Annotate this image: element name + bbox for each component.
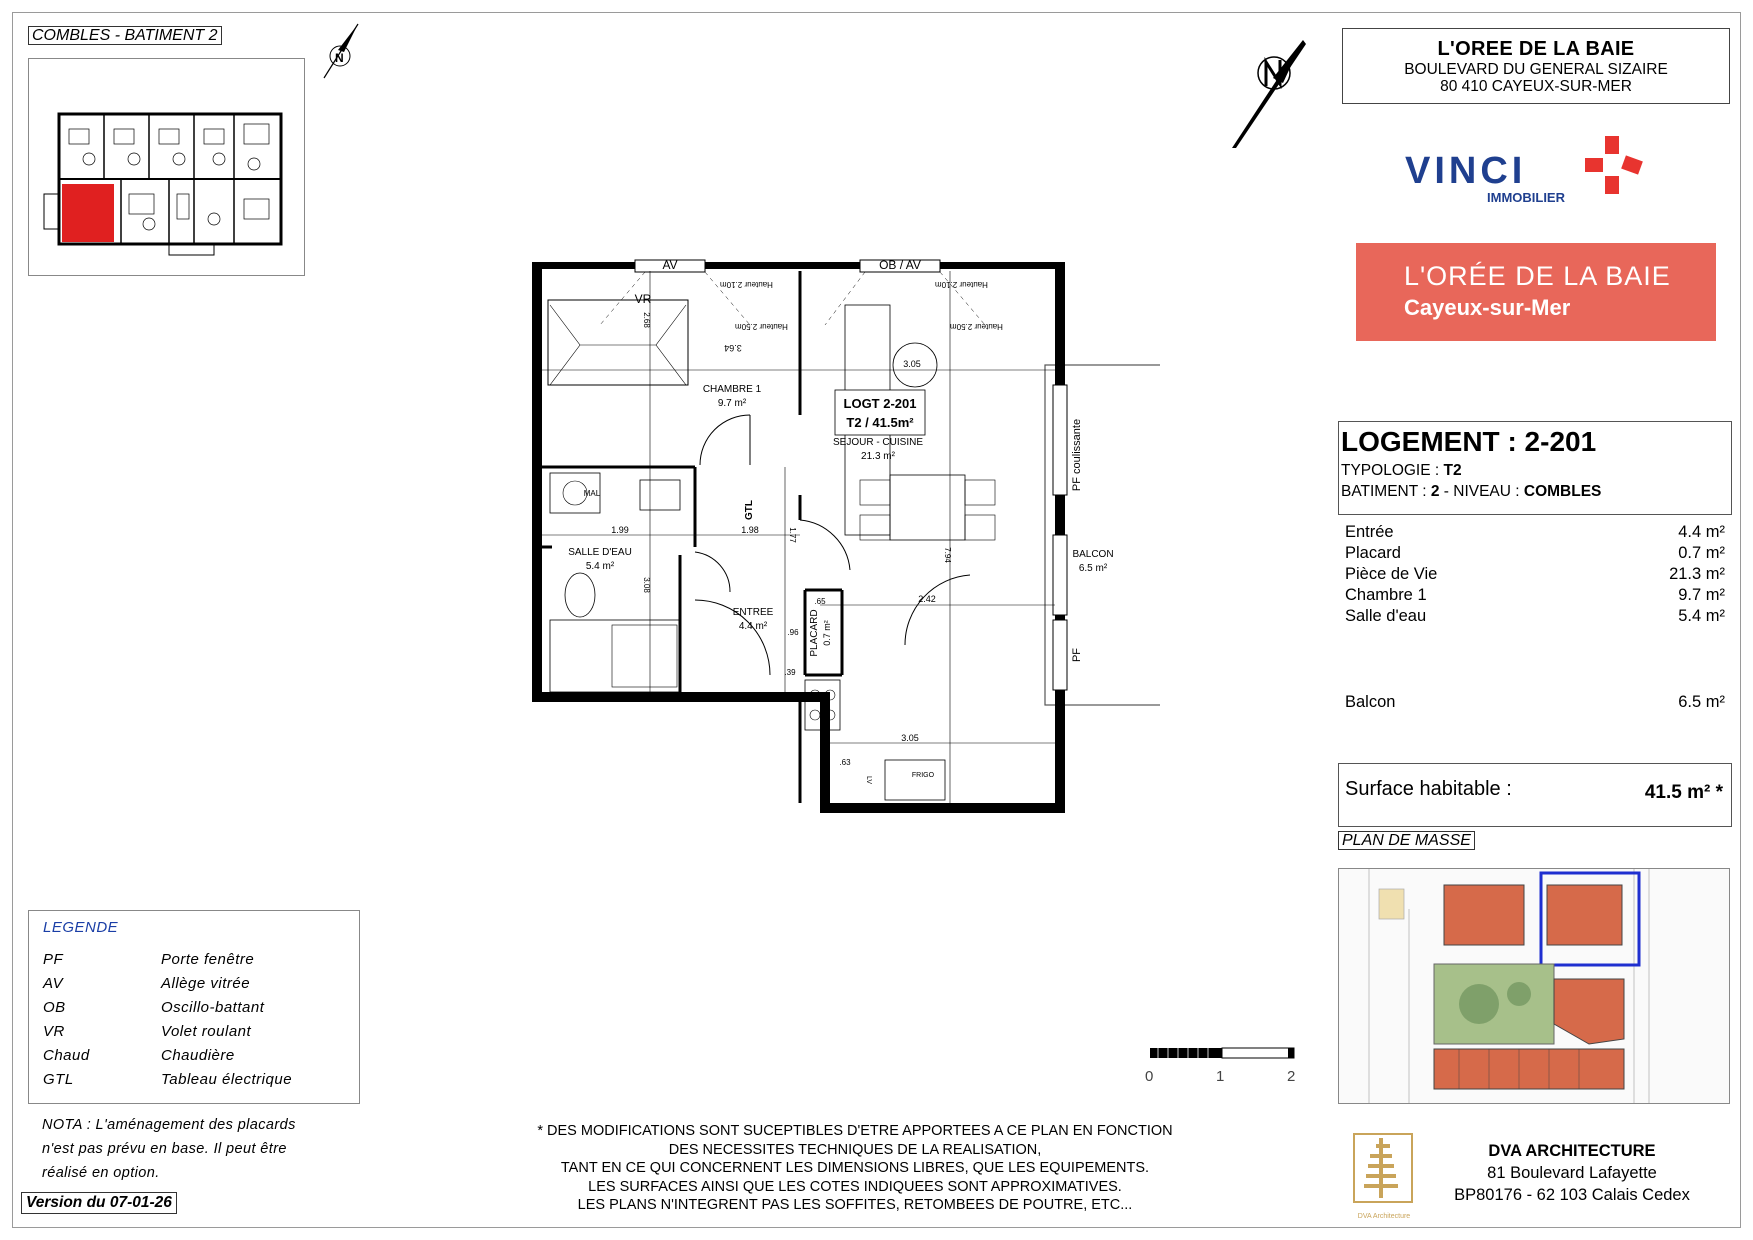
legend-item: GTL Tableau électrique [43,1071,293,1088]
svg-text:N: N [335,51,344,65]
window-label-pf: PF [1071,647,1083,663]
version-label: Version du 07-01-26 [21,1192,177,1214]
dim: .63 [839,758,851,767]
dim: .96 [787,628,799,637]
disclaimer: * DES MODIFICATIONS SONT SUCEPTIBLES D'ETRE APPORTEES A CE PLAN EN FONCTION DES NECESSITES TECHNIQUES DE LA REALISATION, TANT EN CE QUI CONCERNENT LES DIMENSIONS LIBRES, QUE LES EQUIPEMENTS. LES SURFACES AINSI QUE LES COTES INDIQUEES SONT APPROXIMATIVES. LES PLANS N'INTEGRENT PAS LES SOFFITES, RETOMBEES DE POUTRE, ETC... [537,1123,1173,1213]
surface-row: Chambre 1 9.7 m² [1345,586,1725,604]
scale-bar [1148,1046,1308,1086]
scale-label: 2 [1287,1068,1296,1085]
dim: .65 [814,597,826,606]
fixture-label: LV [865,775,872,785]
unit-label: LOGT 2-201 [843,396,917,411]
dim: 3.64 [724,343,742,353]
room-name: SEJOUR - CUISINE [832,437,924,448]
window-label-av: AV [662,258,678,272]
building-key-plan [28,58,305,276]
dim: 2.68 [642,312,651,328]
dim: 3.08 [642,577,651,593]
dim: 1.99 [611,525,629,535]
door-swings [695,415,970,675]
address-line2: 80 410 CAYEUX-SUR-MER [1440,78,1632,95]
address-line1: BOULEVARD DU GENERAL SIZAIRE [1404,61,1668,78]
room-area: 4.4 m² [738,621,768,632]
dim: 3.05 [901,733,919,743]
legend-item: Chaud Chaudière [43,1047,235,1064]
dva-logo: DVA Architecture [1350,1130,1418,1218]
surface-habitable-label: Surface habitable : [1345,778,1512,800]
key-plan-drawing [29,59,306,277]
batiment-line: BATIMENT : 2 - NIVEAU : COMBLES [1341,483,1602,500]
dim: 7.94 [943,547,952,563]
logement-box [1338,421,1732,515]
dim: 1.77 [788,527,797,543]
room-area: 21.3 m² [861,451,895,462]
promo-title: L'ORÉE DE LA BAIE [1404,261,1671,291]
fixture-label: MAL [583,489,601,498]
placard-area: 0.7 m² [822,620,832,646]
vinci-logo: VINCI IMMOBILIER [1405,146,1665,206]
room-name: BALCON [1072,549,1114,560]
surface-habitable-box [1338,763,1732,827]
site-plan-drawing [1339,869,1729,1103]
height-note: Hauteur 2.50m [950,322,1003,331]
room-name: ENTREE [732,607,774,618]
room-area: 6.5 m² [1078,563,1108,574]
scale-label: 1 [1216,1068,1225,1085]
room-area: 9.7 m² [717,398,747,409]
dva-building-icon [1350,1130,1418,1208]
surface-row: Entrée 4.4 m² [1345,523,1725,541]
north-arrow-small-icon [318,22,362,82]
site-plan [1338,868,1730,1104]
surface-habitable-value: 41.5 m² * [1644,782,1723,803]
surface-row: Placard 0.7 m² [1345,544,1725,562]
dim: 3.05 [903,359,921,369]
nota-text: NOTA : L'aménagement des placards n'est pas prévu en base. Il peut être réalisé en option. [42,1117,296,1181]
vinci-cross-icon [1583,134,1653,204]
project-title-box [1342,28,1730,104]
dim: .39 [784,668,796,677]
promo-subtitle: Cayeux-sur-Mer [1404,295,1571,320]
plan-de-masse-label: PLAN DE MASSE [1338,832,1475,850]
scale-label: 0 [1145,1068,1154,1085]
legend-box [28,910,360,1104]
balcon-row: Balcon 6.5 m² [1345,693,1725,711]
architect-info: DVA ARCHITECTURE 81 Boulevard Lafayette BP80176 - 62 103 Calais Cedex [1454,1142,1690,1204]
north-arrow-icon [1228,38,1308,150]
fixture-label: FRIGO [911,772,935,779]
legend-item: OB Oscillo-battant [43,999,265,1016]
dim: 1.98 [741,525,759,535]
promo-banner [1356,243,1716,341]
typologie-line: TYPOLOGIE : T2 [1341,462,1462,479]
floor-plan [520,255,1160,820]
window-label-ob-av: OB / AV [879,258,921,272]
room-name: CHAMBRE 1 [702,384,762,395]
legend-item: AV Allège vitrée [43,975,251,992]
window-label-pf-coulissante: PF coulissante [1071,418,1083,492]
unit-type: T2 / 41.5m² [846,415,914,430]
surface-row: Salle d'eau 5.4 m² [1345,607,1725,625]
combles-label: COMBLES - BATIMENT 2 [28,27,222,45]
room-name: SALLE D'EAU [568,547,632,558]
bed [548,300,688,385]
dim: 2.42 [918,594,936,604]
height-note: Hauteur 2.10m [720,280,773,289]
surface-row: Pièce de Vie 21.3 m² [1345,565,1725,583]
placard-name: PLACARD [809,609,820,657]
logement-title: LOGEMENT : 2-201 [1341,426,1597,457]
legend-title: LEGENDE [43,919,119,936]
height-note: Hauteur 2.10m [935,280,988,289]
fixture-label: GTL [744,500,755,520]
window-label-vr: VR [634,292,652,306]
room-area: 5.4 m² [585,561,615,572]
legend-item: VR Volet roulant [43,1023,252,1040]
project-name: L'OREE DE LA BAIE [1437,38,1635,60]
legend-item: PF Porte fenêtre [43,951,255,968]
height-note: Hauteur 2.50m [735,322,788,331]
